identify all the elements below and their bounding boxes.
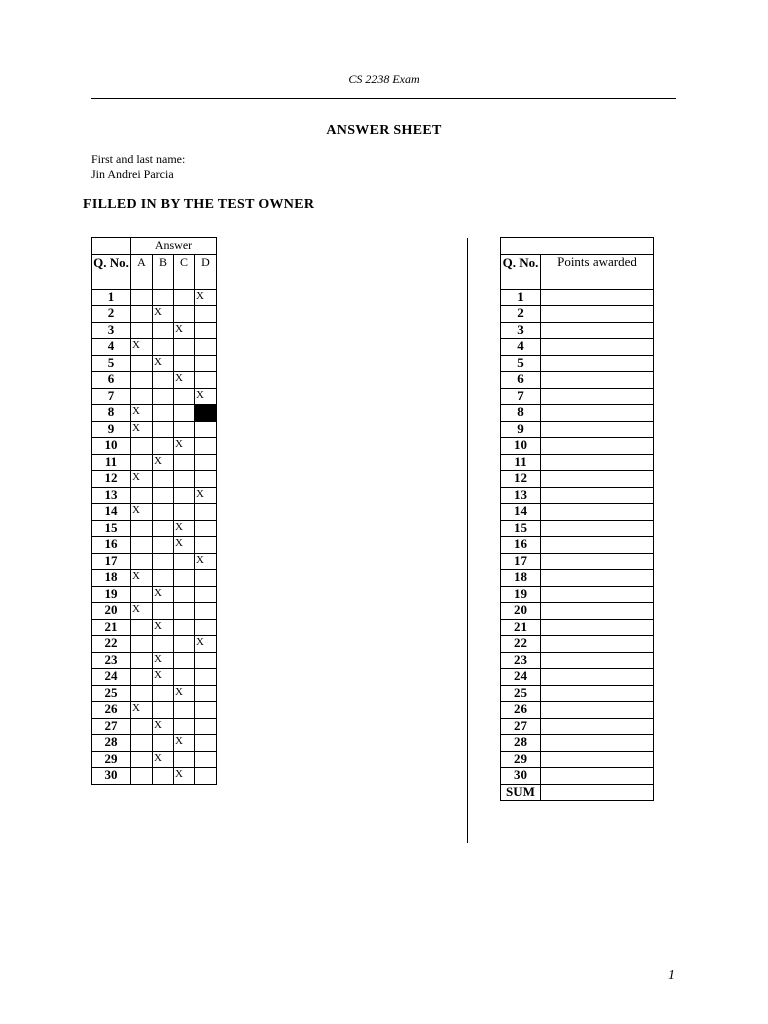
answer-cell-a[interactable] xyxy=(131,537,153,554)
answer-row xyxy=(92,388,217,405)
answer-cell-a[interactable] xyxy=(131,388,153,405)
answer-cell-a[interactable]: X xyxy=(131,471,153,488)
answer-cell-d[interactable] xyxy=(195,355,217,372)
answer-cell-a[interactable] xyxy=(131,619,153,636)
points-question-number: 2 xyxy=(501,306,541,323)
answer-row xyxy=(92,454,217,471)
question-number: 6 xyxy=(92,372,131,389)
answer-cell-b[interactable] xyxy=(153,339,174,356)
answer-cell-c[interactable] xyxy=(174,751,195,768)
points-question-number: 23 xyxy=(501,652,541,669)
answer-cell-a[interactable] xyxy=(131,289,153,306)
answer-row xyxy=(92,619,217,636)
answer-cell-b[interactable] xyxy=(153,636,174,653)
question-number: 26 xyxy=(92,702,131,719)
points-question-number: 20 xyxy=(501,603,541,620)
answer-cell-d[interactable]: X xyxy=(195,636,217,653)
answer-cell-b[interactable] xyxy=(153,487,174,504)
points-row xyxy=(501,718,654,735)
points-question-number: 24 xyxy=(501,669,541,686)
points-row xyxy=(501,355,654,372)
answer-cell-c[interactable]: X xyxy=(174,537,195,554)
answer-cell-b[interactable] xyxy=(153,372,174,389)
answer-row xyxy=(92,438,217,455)
points-cell[interactable] xyxy=(541,636,654,653)
answer-cell-b[interactable] xyxy=(153,520,174,537)
question-number: 13 xyxy=(92,487,131,504)
answer-cell-d[interactable] xyxy=(195,718,217,735)
points-question-number: 7 xyxy=(501,388,541,405)
answer-cell-b[interactable]: X xyxy=(153,454,174,471)
points-cell[interactable] xyxy=(541,438,654,455)
answer-cell-b[interactable] xyxy=(153,603,174,620)
answer-cell-d[interactable]: X xyxy=(195,388,217,405)
answer-cell-d[interactable] xyxy=(195,504,217,521)
answer-cell-c[interactable] xyxy=(174,553,195,570)
question-number: 10 xyxy=(92,438,131,455)
answer-cell-b[interactable] xyxy=(153,570,174,587)
points-row xyxy=(501,702,654,719)
question-number: 30 xyxy=(92,768,131,785)
answer-cell-a[interactable] xyxy=(131,454,153,471)
answer-row xyxy=(92,702,217,719)
question-number: 9 xyxy=(92,421,131,438)
points-question-number: 4 xyxy=(501,339,541,356)
sum-label: SUM xyxy=(501,784,541,801)
answer-cell-a[interactable]: X xyxy=(131,570,153,587)
points-row xyxy=(501,636,654,653)
answer-cell-c[interactable] xyxy=(174,603,195,620)
answer-cell-c[interactable]: X xyxy=(174,322,195,339)
question-number: 28 xyxy=(92,735,131,752)
question-number: 11 xyxy=(92,454,131,471)
points-cell[interactable] xyxy=(541,471,654,488)
answer-row xyxy=(92,504,217,521)
points-question-number: 14 xyxy=(501,504,541,521)
points-row xyxy=(501,454,654,471)
points-row xyxy=(501,537,654,554)
answer-cell-b[interactable]: X xyxy=(153,718,174,735)
points-row xyxy=(501,438,654,455)
sum-row xyxy=(501,784,654,801)
answer-cell-d[interactable] xyxy=(195,372,217,389)
answer-cell-b[interactable]: X xyxy=(153,652,174,669)
answer-cell-c[interactable]: X xyxy=(174,372,195,389)
answer-cell-d[interactable]: X xyxy=(195,487,217,504)
name-label: First and last name: xyxy=(91,152,186,166)
answer-cell-a[interactable] xyxy=(131,768,153,785)
answer-cell-c[interactable]: X xyxy=(174,768,195,785)
answer-row xyxy=(92,636,217,653)
answer-cell-b[interactable]: X xyxy=(153,355,174,372)
answer-cell-a[interactable]: X xyxy=(131,405,153,422)
question-number: 19 xyxy=(92,586,131,603)
answer-cell-c[interactable] xyxy=(174,355,195,372)
answer-cell-d[interactable] xyxy=(195,537,217,554)
points-question-number: 28 xyxy=(501,735,541,752)
question-number: 17 xyxy=(92,553,131,570)
answer-row xyxy=(92,322,217,339)
answer-cell-a[interactable] xyxy=(131,586,153,603)
header-rule xyxy=(91,98,676,99)
points-cell[interactable] xyxy=(541,603,654,620)
answer-cell-b[interactable] xyxy=(153,553,174,570)
points-row xyxy=(501,751,654,768)
points-cell[interactable] xyxy=(541,669,654,686)
question-number: 22 xyxy=(92,636,131,653)
answer-table xyxy=(91,237,217,785)
points-question-number: 10 xyxy=(501,438,541,455)
points-question-number: 19 xyxy=(501,586,541,603)
answer-row xyxy=(92,471,217,488)
sum-cell[interactable] xyxy=(541,784,654,801)
points-row xyxy=(501,471,654,488)
points-row xyxy=(501,586,654,603)
answer-table-corner xyxy=(92,238,131,255)
answer-cell-b[interactable] xyxy=(153,768,174,785)
points-question-number: 29 xyxy=(501,751,541,768)
points-row xyxy=(501,735,654,752)
points-cell[interactable] xyxy=(541,685,654,702)
q-number-header: Q. No. xyxy=(92,254,131,289)
column-divider xyxy=(467,238,468,843)
answer-cell-d[interactable] xyxy=(195,306,217,323)
answer-cell-d[interactable] xyxy=(195,586,217,603)
points-cell[interactable] xyxy=(541,355,654,372)
points-awarded-header: Points awarded xyxy=(541,254,654,289)
points-question-number: 26 xyxy=(501,702,541,719)
answer-row xyxy=(92,339,217,356)
answer-cell-d[interactable] xyxy=(195,438,217,455)
points-row xyxy=(501,322,654,339)
answer-cell-c[interactable] xyxy=(174,421,195,438)
points-row xyxy=(501,405,654,422)
answer-cell-c[interactable] xyxy=(174,471,195,488)
points-cell[interactable] xyxy=(541,652,654,669)
question-number: 21 xyxy=(92,619,131,636)
answer-row xyxy=(92,652,217,669)
points-row xyxy=(501,306,654,323)
answer-cell-b[interactable] xyxy=(153,735,174,752)
answer-row xyxy=(92,553,217,570)
answer-cell-a[interactable] xyxy=(131,438,153,455)
answer-cell-a[interactable] xyxy=(131,718,153,735)
answer-cell-c[interactable] xyxy=(174,454,195,471)
question-number: 27 xyxy=(92,718,131,735)
question-number: 7 xyxy=(92,388,131,405)
answer-row xyxy=(92,669,217,686)
answer-cell-d[interactable] xyxy=(195,751,217,768)
points-q-number-header: Q. No. xyxy=(501,254,541,289)
answer-cell-c[interactable] xyxy=(174,586,195,603)
answer-row xyxy=(92,685,217,702)
answer-cell-b[interactable]: X xyxy=(153,669,174,686)
points-row xyxy=(501,603,654,620)
answer-row xyxy=(92,520,217,537)
question-number: 1 xyxy=(92,289,131,306)
question-number: 16 xyxy=(92,537,131,554)
section-title: FILLED IN BY THE TEST OWNER xyxy=(83,197,315,212)
points-question-number: 22 xyxy=(501,636,541,653)
answer-row xyxy=(92,718,217,735)
answer-cell-a[interactable] xyxy=(131,306,153,323)
answer-cell-d[interactable] xyxy=(195,570,217,587)
answer-cell-b[interactable] xyxy=(153,685,174,702)
points-cell[interactable] xyxy=(541,735,654,752)
points-question-number: 5 xyxy=(501,355,541,372)
answer-cell-d[interactable] xyxy=(195,339,217,356)
points-question-number: 21 xyxy=(501,619,541,636)
points-row xyxy=(501,685,654,702)
page-title: ANSWER SHEET xyxy=(326,123,442,138)
points-question-number: 13 xyxy=(501,487,541,504)
question-number: 3 xyxy=(92,322,131,339)
answer-row xyxy=(92,372,217,389)
points-cell[interactable] xyxy=(541,405,654,422)
answer-cell-b[interactable] xyxy=(153,421,174,438)
points-cell[interactable] xyxy=(541,339,654,356)
points-row xyxy=(501,520,654,537)
points-cell[interactable] xyxy=(541,768,654,785)
answer-cell-d[interactable] xyxy=(195,619,217,636)
answer-cell-c[interactable] xyxy=(174,570,195,587)
answer-cell-c[interactable] xyxy=(174,405,195,422)
answer-cell-a[interactable] xyxy=(131,355,153,372)
points-row xyxy=(501,289,654,306)
points-question-number: 17 xyxy=(501,553,541,570)
option-header-b: B xyxy=(153,254,174,289)
points-cell[interactable] xyxy=(541,421,654,438)
question-number: 2 xyxy=(92,306,131,323)
answer-row xyxy=(92,405,217,422)
answer-cell-d[interactable] xyxy=(195,421,217,438)
points-table xyxy=(500,237,654,801)
answer-cell-a[interactable] xyxy=(131,669,153,686)
points-row xyxy=(501,388,654,405)
answer-row xyxy=(92,603,217,620)
option-header-c: C xyxy=(174,254,195,289)
answer-cell-d[interactable] xyxy=(195,735,217,752)
answer-cell-d[interactable] xyxy=(195,652,217,669)
answer-cell-a[interactable]: X xyxy=(131,603,153,620)
points-row xyxy=(501,372,654,389)
answer-cell-b[interactable]: X xyxy=(153,306,174,323)
points-table-top xyxy=(501,238,654,255)
answer-cell-d[interactable] xyxy=(195,669,217,686)
answer-cell-b[interactable]: X xyxy=(153,586,174,603)
points-row xyxy=(501,553,654,570)
answer-cell-d[interactable] xyxy=(195,471,217,488)
answer-cell-c[interactable] xyxy=(174,718,195,735)
points-question-number: 1 xyxy=(501,289,541,306)
question-number: 5 xyxy=(92,355,131,372)
answer-cell-c[interactable] xyxy=(174,339,195,356)
answer-cell-a[interactable]: X xyxy=(131,339,153,356)
answer-cell-c[interactable] xyxy=(174,669,195,686)
answer-cell-c[interactable] xyxy=(174,619,195,636)
answer-cell-c[interactable] xyxy=(174,652,195,669)
answer-cell-a[interactable] xyxy=(131,372,153,389)
answer-cell-c[interactable] xyxy=(174,504,195,521)
answer-cell-d[interactable]: X xyxy=(195,553,217,570)
answer-row xyxy=(92,421,217,438)
points-cell[interactable] xyxy=(541,289,654,306)
question-number: 18 xyxy=(92,570,131,587)
answer-cell-c[interactable]: X xyxy=(174,438,195,455)
points-cell[interactable] xyxy=(541,718,654,735)
answer-cell-b[interactable] xyxy=(153,504,174,521)
points-cell[interactable] xyxy=(541,751,654,768)
answer-cell-d[interactable] xyxy=(195,454,217,471)
answer-cell-a[interactable] xyxy=(131,322,153,339)
answer-cell-b[interactable] xyxy=(153,388,174,405)
answer-row xyxy=(92,355,217,372)
answer-row xyxy=(92,768,217,785)
points-cell[interactable] xyxy=(541,702,654,719)
answer-cell-b[interactable] xyxy=(153,322,174,339)
blacked-out-cell[interactable] xyxy=(195,405,217,422)
points-row xyxy=(501,421,654,438)
option-header-d: D xyxy=(195,254,217,289)
answer-row xyxy=(92,586,217,603)
answer-row xyxy=(92,735,217,752)
points-question-number: 9 xyxy=(501,421,541,438)
question-number: 25 xyxy=(92,685,131,702)
answer-cell-c[interactable] xyxy=(174,306,195,323)
answer-cell-c[interactable] xyxy=(174,636,195,653)
points-row xyxy=(501,652,654,669)
points-question-number: 11 xyxy=(501,454,541,471)
answer-cell-c[interactable] xyxy=(174,289,195,306)
question-number: 14 xyxy=(92,504,131,521)
points-row xyxy=(501,339,654,356)
answer-cell-a[interactable]: X xyxy=(131,504,153,521)
answer-cell-a[interactable] xyxy=(131,735,153,752)
answer-cell-d[interactable]: X xyxy=(195,289,217,306)
exam-header: CS 2238 Exam xyxy=(348,72,420,86)
points-cell[interactable] xyxy=(541,553,654,570)
answer-cell-a[interactable] xyxy=(131,751,153,768)
question-number: 24 xyxy=(92,669,131,686)
answer-cell-a[interactable] xyxy=(131,636,153,653)
points-row xyxy=(501,768,654,785)
points-question-number: 3 xyxy=(501,322,541,339)
answer-row xyxy=(92,570,217,587)
answer-row xyxy=(92,751,217,768)
points-question-number: 12 xyxy=(501,471,541,488)
points-cell[interactable] xyxy=(541,504,654,521)
answer-cell-a[interactable]: X xyxy=(131,702,153,719)
answer-cell-b[interactable] xyxy=(153,438,174,455)
answer-cell-c[interactable] xyxy=(174,388,195,405)
answer-cell-c[interactable] xyxy=(174,702,195,719)
answer-cell-d[interactable] xyxy=(195,768,217,785)
option-header-a: A xyxy=(131,254,153,289)
answer-cell-b[interactable] xyxy=(153,289,174,306)
points-row xyxy=(501,669,654,686)
answer-cell-d[interactable] xyxy=(195,702,217,719)
points-cell[interactable] xyxy=(541,487,654,504)
page-number: 1 xyxy=(668,968,675,983)
points-cell[interactable] xyxy=(541,454,654,471)
answer-cell-b[interactable]: X xyxy=(153,751,174,768)
answer-cell-d[interactable] xyxy=(195,603,217,620)
points-row xyxy=(501,570,654,587)
answer-cell-c[interactable] xyxy=(174,487,195,504)
question-number: 20 xyxy=(92,603,131,620)
answer-row xyxy=(92,306,217,323)
answer-cell-d[interactable] xyxy=(195,520,217,537)
points-cell[interactable] xyxy=(541,520,654,537)
answer-cell-a[interactable] xyxy=(131,685,153,702)
answer-cell-b[interactable] xyxy=(153,405,174,422)
points-question-number: 8 xyxy=(501,405,541,422)
name-value: Jin Andrei Parcia xyxy=(91,167,174,181)
points-question-number: 18 xyxy=(501,570,541,587)
points-cell[interactable] xyxy=(541,388,654,405)
question-number: 4 xyxy=(92,339,131,356)
answer-group-header: Answer xyxy=(131,238,217,255)
points-cell[interactable] xyxy=(541,570,654,587)
question-number: 12 xyxy=(92,471,131,488)
points-question-number: 15 xyxy=(501,520,541,537)
question-number: 8 xyxy=(92,405,131,422)
answer-cell-a[interactable] xyxy=(131,652,153,669)
answer-cell-d[interactable] xyxy=(195,685,217,702)
points-question-number: 25 xyxy=(501,685,541,702)
answer-cell-c[interactable]: X xyxy=(174,735,195,752)
points-question-number: 30 xyxy=(501,768,541,785)
answer-cell-b[interactable] xyxy=(153,537,174,554)
points-cell[interactable] xyxy=(541,619,654,636)
points-cell[interactable] xyxy=(541,537,654,554)
points-cell[interactable] xyxy=(541,372,654,389)
question-number: 15 xyxy=(92,520,131,537)
answer-cell-b[interactable] xyxy=(153,702,174,719)
answer-cell-c[interactable]: X xyxy=(174,685,195,702)
answer-row xyxy=(92,289,217,306)
points-question-number: 16 xyxy=(501,537,541,554)
answer-row xyxy=(92,537,217,554)
points-cell[interactable] xyxy=(541,322,654,339)
points-cell[interactable] xyxy=(541,306,654,323)
answer-cell-a[interactable]: X xyxy=(131,421,153,438)
points-cell[interactable] xyxy=(541,586,654,603)
question-number: 23 xyxy=(92,652,131,669)
points-row xyxy=(501,487,654,504)
points-row xyxy=(501,504,654,521)
answer-cell-b[interactable]: X xyxy=(153,619,174,636)
answer-cell-b[interactable] xyxy=(153,471,174,488)
answer-row xyxy=(92,487,217,504)
answer-cell-c[interactable]: X xyxy=(174,520,195,537)
answer-cell-a[interactable] xyxy=(131,520,153,537)
question-number: 29 xyxy=(92,751,131,768)
points-row xyxy=(501,619,654,636)
answer-cell-d[interactable] xyxy=(195,322,217,339)
answer-cell-a[interactable] xyxy=(131,487,153,504)
answer-cell-a[interactable] xyxy=(131,553,153,570)
points-question-number: 27 xyxy=(501,718,541,735)
points-question-number: 6 xyxy=(501,372,541,389)
